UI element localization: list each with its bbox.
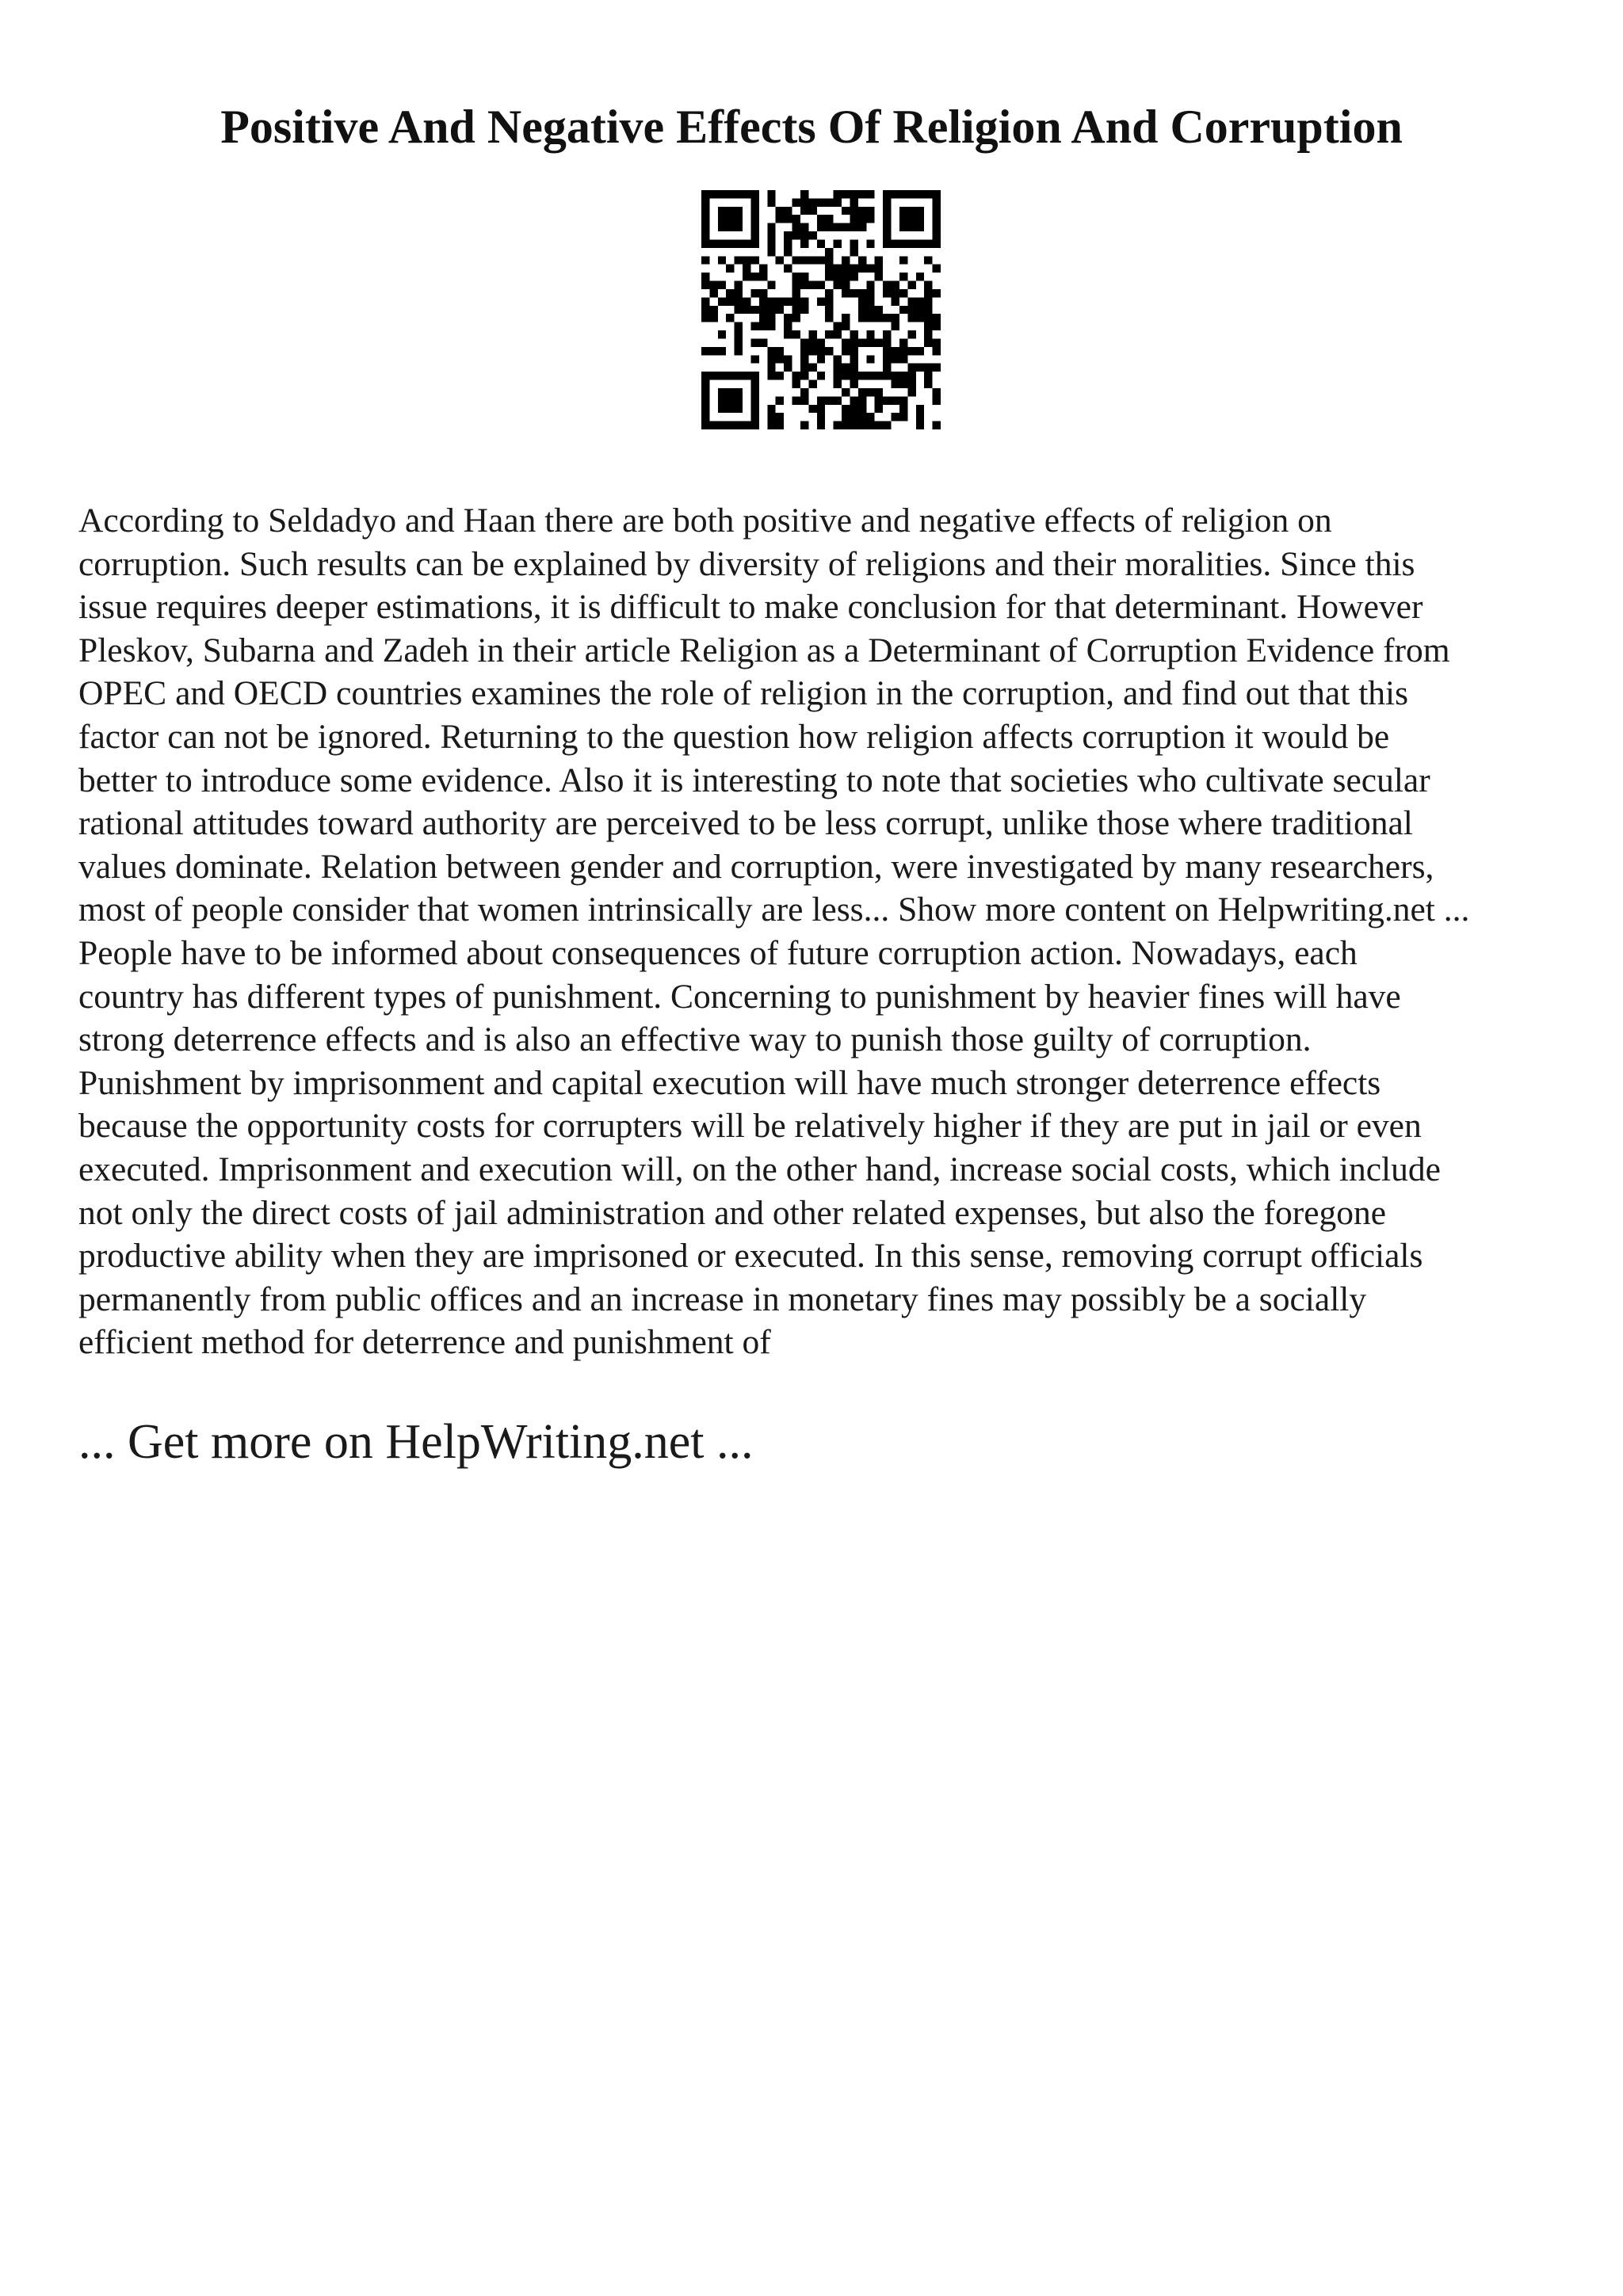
qr-code-icon [701,190,941,429]
get-more-link[interactable]: ... Get more on HelpWriting.net ... [78,1415,754,1469]
article-body: According to Seldadyo and Haan there are both positive and negative effects of religion on corruption. Such results can be explained by diversity of religions and their moralities. Since this issue requires deeper estimations, it is difficult to make conclusion for that determinant. However Pleskov, Subarna and Zadeh in their article Religion as a Determinant of Corruption Evidence from OPEC and OECD countries examines the role of religion in the corruption, and find out that this factor can not be ignored. Returning to the question how religion affects corruption it would be better to introduce some evidence. Also it is interesting to note that societies who cultivate secular rational attitudes toward authority are perceived to be less corrupt, unlike those where traditional values dominate. Relation between gender and corruption, were investigated by many researchers, most of people consider that women intrinsically are less... Show more content on Helpwriting.net ... People have to be informed about consequences of future corruption action. Nowadays, each country has different types of punishment. Concerning to punishment by heavier fines will have strong deterrence effects and is also an effective way to punish those guilty of corruption. Punishment by imprisonment and capital execution will have much stronger deterrence effects because the opportunity costs for corrupters will be relatively higher if they are put in jail or even executed. Imprisonment and execution will, on the other hand, increase social costs, which include not only the direct costs of jail administration and other related expenses, but also the foregone productive ability when they are imprisoned or executed. In this sense, removing corrupt officials permanently from public offices and an increase in monetary fines may possibly be a socially efficient method for deterrence and punishment of [78,502,1470,1362]
document-title: Positive And Negative Effects Of Religion And Corruption [220,101,1403,153]
